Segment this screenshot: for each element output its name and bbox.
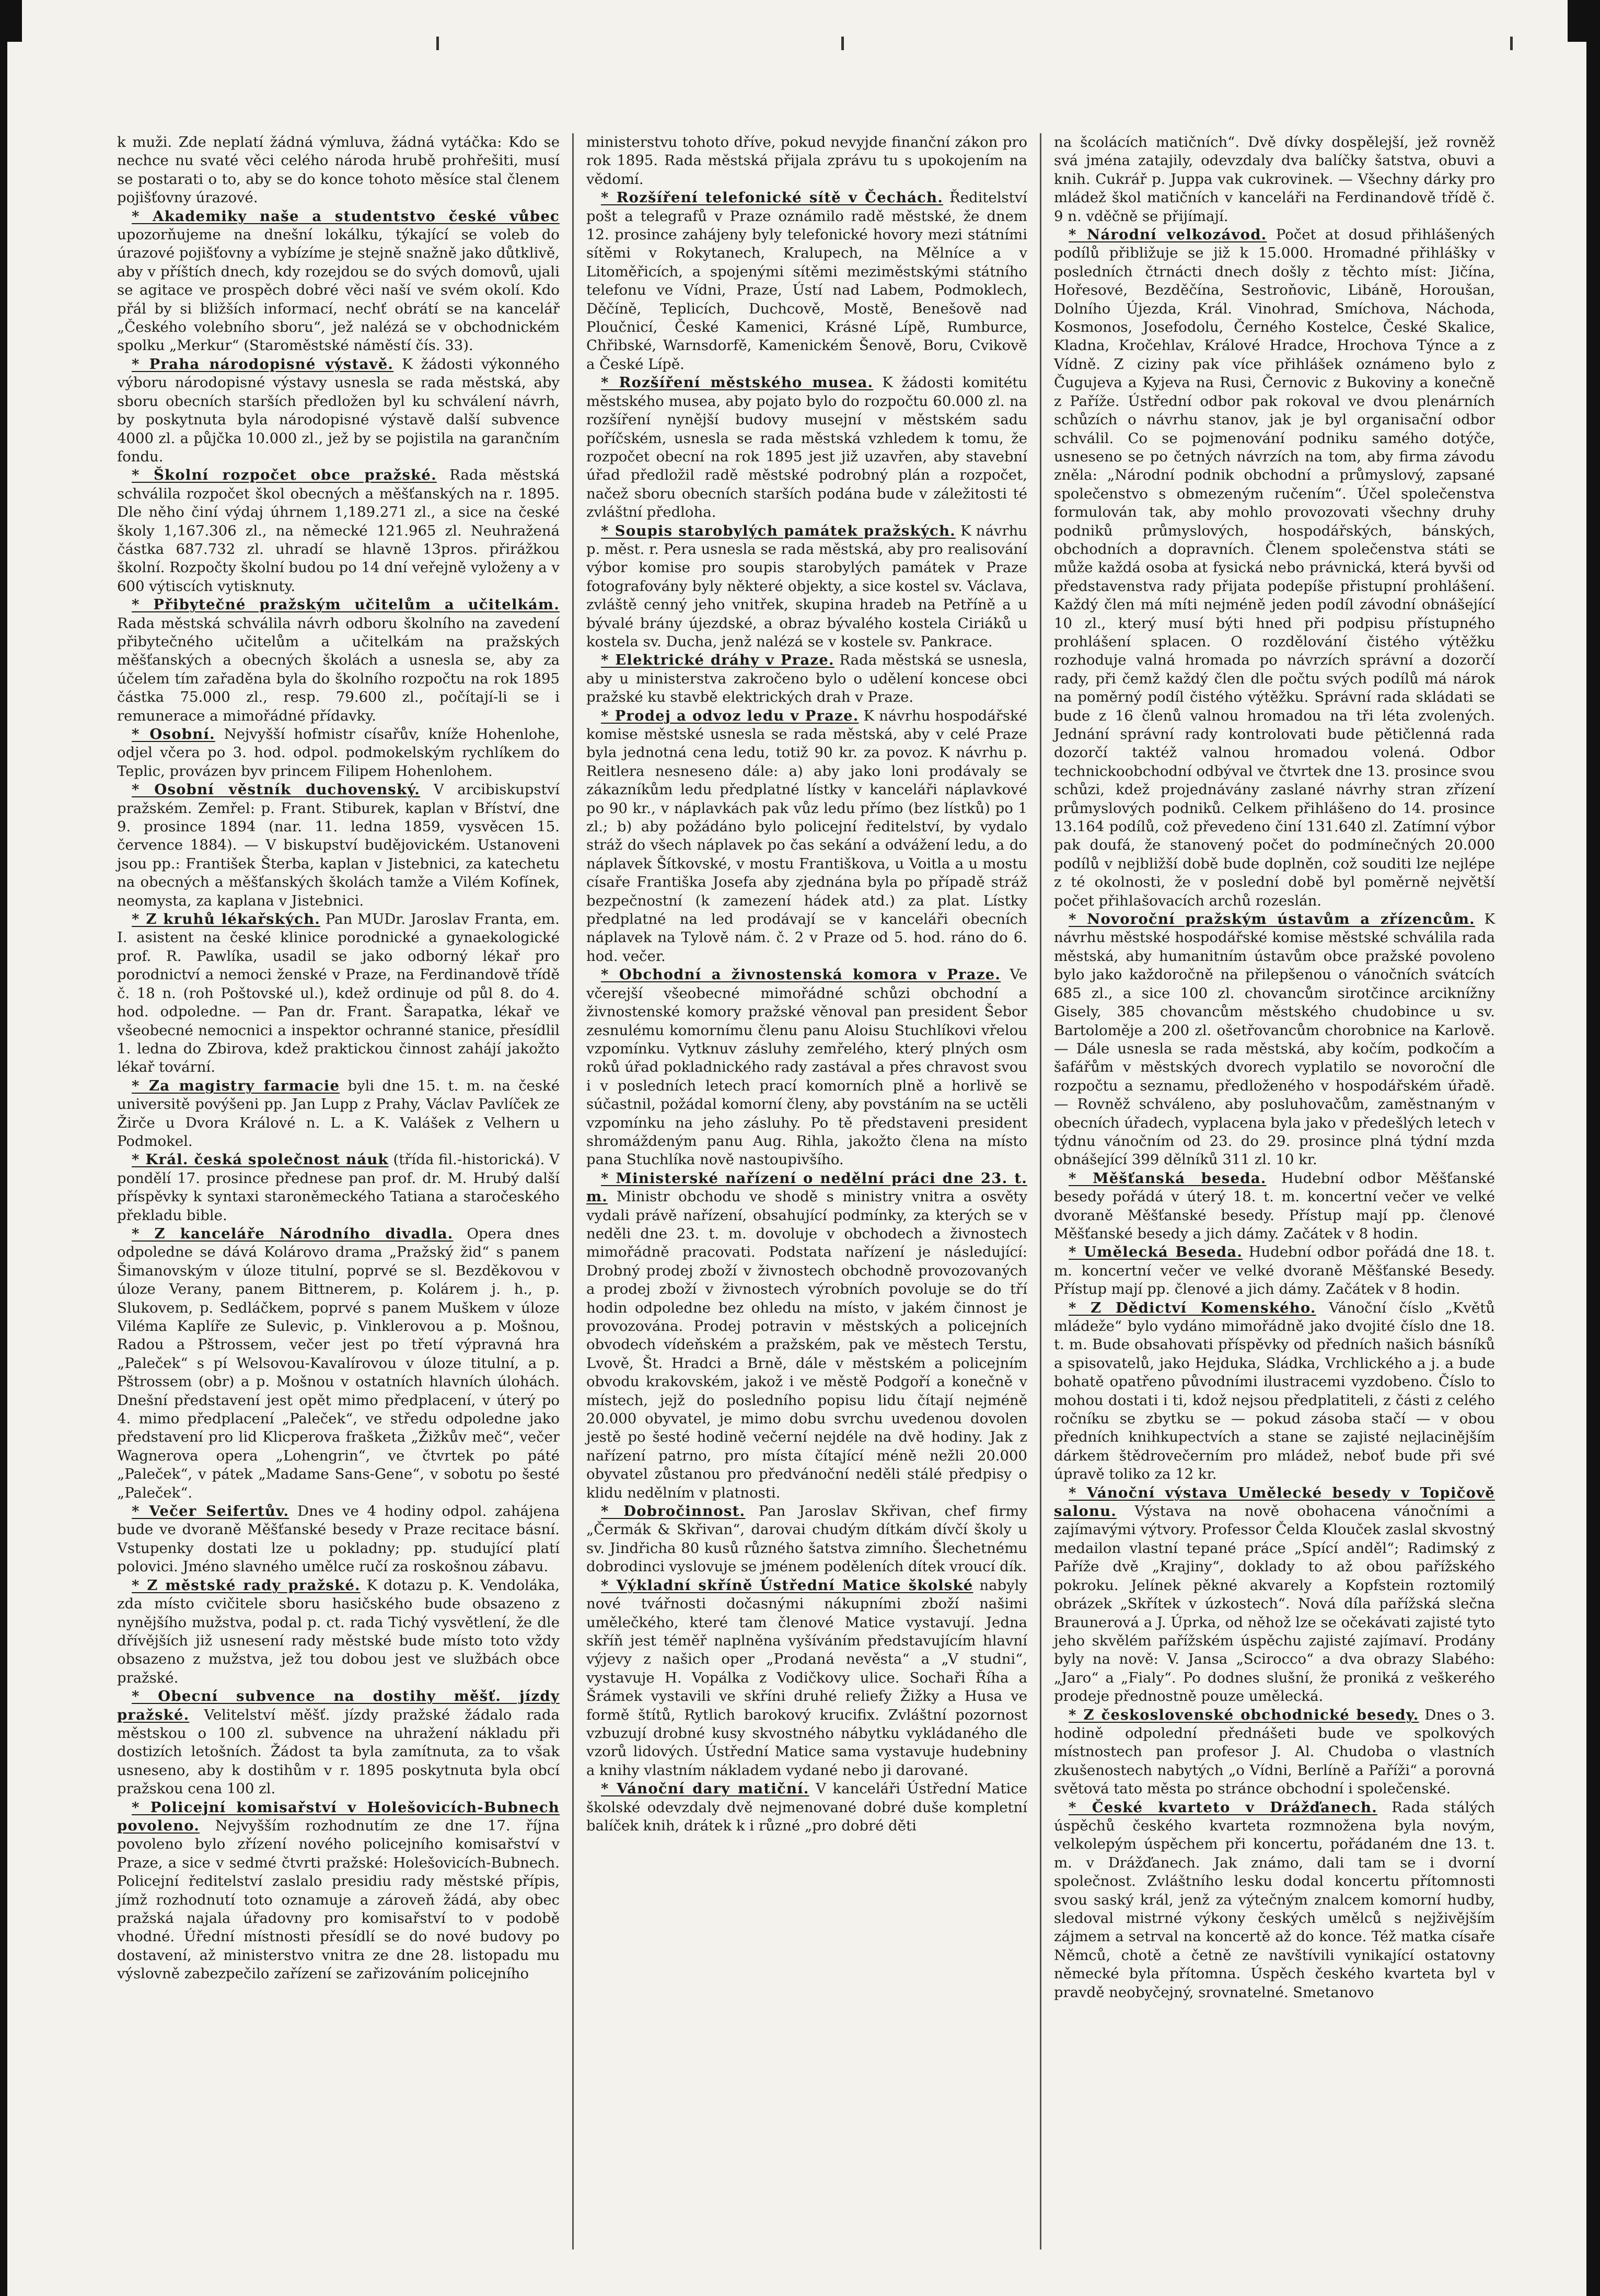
news-text: byli dne 15. t. m. na české universitě povýšeni pp. Jan Lupp z Prahy, Václav Pavlíček ze Žirče u Dvora Králové n. L. a K. Valášek z Velhern u Podmokel.: [117, 1077, 560, 1150]
news-text: Dnes ve 4 hodiny odpol. zahájena bude ve dvoraně Měšťanské besedy v Praze recitace básní. Vstupenky dostati lze u pokladny; pp. studující platí polovici. Jméno slavného umělce ručí za roskošnou zábavu.: [117, 1503, 560, 1575]
news-heading: * Vánoční výstava Umělecké besedy v Topičově salonu.: [1054, 1484, 1495, 1520]
news-paragraph: [117, 1576, 560, 1687]
news-heading: * Ministerské nařízení o nedělní práci dne 23. t. m.: [586, 1169, 1027, 1205]
news-paragraph: [586, 1576, 1027, 1780]
news-heading: * Výkladní skříně Ústřední Matice školské: [601, 1576, 973, 1594]
news-heading: * Z československé obchodnické besedy.: [1069, 1706, 1419, 1723]
news-paragraph: [586, 707, 1027, 966]
scan-edge-left: [0, 0, 7, 2296]
news-paragraph: [586, 522, 1027, 652]
news-text: Pan MUDr. Jaroslav Franta, em. I. asistent na české klinice porodnické a gynaekologické prof. R. Pawlíka, usadil se jako odborný lékař pro porodnictví a nemoci ženské v Praze, na Ferdinandově třídě č. 18 n. (roh Poštovské ul.), kdež ordinuje od půl 8. do 4. hod. odpoledne. — Pan dr. Frant. Šarapatka, lékař ve všeobecné nemocnici a inspektor ochranné stanice, přesídlil 1. ledna do Zbirova, kdež praktickou činnost zahájí jakožto lékař tovární.: [117, 911, 560, 1076]
news-paragraph: [117, 910, 560, 1077]
news-paragraph: [586, 1169, 1027, 1502]
news-paragraph: [117, 1687, 560, 1798]
news-text: na šcolácích matičních“. Dvě dívky dospělejší, jež rovněž svá jména zatajily, odevzdaly dva balíčky šatstva, obuvi a knih. Cukrář p. Juppa vak cukrovinek. — Všechny dárky pro mládež škol matičních v kanceláři na Ferdinandově třídě č. 9 n. vděčně se přijímají.: [1054, 134, 1495, 225]
news-text: upozorňujeme na dnešní lokálku, týkající se voleb do úrazové pojišťovny a vybízíme je stejně snažně jako důtklivě, aby v příštích dnech, kdy rozejdou se do svých domovů, ujali se agitace ve prospěch dobré věci naší ve svém okolí. Kdo přál by si bližších informací, nechť obrátí se na kancelář „Českého volebního sboru“, jež nalézá se v obchodnickém spolku „Merkur“ (Staroměstské náměstí čís. 33).: [117, 226, 560, 354]
news-paragraph: [117, 1151, 560, 1225]
news-heading: * Za magistry farmacie: [132, 1077, 340, 1094]
news-paragraph: [1054, 1484, 1495, 1706]
news-paragraph: [586, 133, 1027, 189]
news-paragraph: [117, 781, 560, 910]
news-paragraph: [586, 651, 1027, 706]
news-text: Výstava na nově obohacena vánočními a zajímavými výtvory. Professor Čelda Klouček zaslal skvostný medailon vlastní tepané práce „Spící anděl“; Radimský z Paříže dvě „Krajiny“, doklady to až obou pařížského pokroku. Jelínek pěkné akvarely a Kopfstein roztomilý obrázek „Skřítek v úzkostech“. Nová díla pařížská slečna Braunerová a J. Úprka, od něhož lze se očekávati zajisté tyto jeho skvělém pařížském úspěchu zajisté zajímaví. Prodány byly na nově: V. Jansa „Scirocco“ a dva obrazy Slabého: „Jaro“ a „Fialy“. Po dodnes slušní, že proniká z veškerého prodeje přednostně pouze umělecká.: [1054, 1503, 1495, 1705]
news-heading: * Obchodní a živnostenská komora v Praze.: [601, 966, 1001, 983]
news-paragraph: [117, 133, 560, 207]
news-paragraph: [586, 966, 1027, 1169]
news-text: Nejvyšším rozhodnutím ze dne 17. října povoleno bylo zřízení nového policejního komisařství v Praze, a sice v sedmé čtvrti pražské: Holešovicích-Bubnech. Policejní ředitelství zaslalo presidiu rady městské přípis, jímž rozhodnutí toto oznamuje a zároveň žádá, aby obec pražská najala úřadovny pro komisařství to v podobě vhodné. Úřední místnosti přesídlí se do nové budovy po dostavení, až ministerstvo vnitra ze dne 28. listopadu mu výslovně zabezpečilo zařízení se zařizováním policejního: [117, 1817, 560, 1982]
news-paragraph: [1054, 1299, 1495, 1484]
news-heading: * Vánoční dary matiční.: [601, 1780, 809, 1798]
news-text: Ve včerejší všeobecné mimořádné schůzi obchodní a živnostenské komory pražské věnoval pan president Šebor zesnulému komornímu členu panu Aloisu Stuchlíkovi vřelou vzpomínku. Vytknuv zásluhy zemřelého, který plných osm roků úřad pokladnického rady zastával a přes chravost svou i v posledních letech prací komorních plně a horlivě se súčastnil, požádal komorní členy, aby povstáním na se uctěli vzpomínku na jeho zásluhy. Po tě představeni president shromáždeným panu Aug. Rihla, jakožto člena na místo pana Stuchlíka nově nastoupivšího.: [586, 966, 1027, 1168]
news-heading: * Král. česká společnost náuk: [132, 1151, 389, 1168]
news-paragraph: [117, 355, 560, 466]
news-text: Hudební odbor pořádá dne 18. t. m. koncertní večer ve velké dvoraně Měšťanské Besedy. Přístup mají pp. členové a jich dámy. Začátek v 8 hodin.: [1054, 1244, 1495, 1298]
news-text: Rada městská schválila rozpočet škol obecných a měšťanských na r. 1895. Dle něho činí výdaj úhrnem 1,189.271 zl., a sice na české školy 1,167.306 zl., na německé 121.965 zl. Neuhražená částka 687.732 zl. uhradí se hlavně 13pros. přirážkou školní. Rozpočty školní budou po 14 dní veřejně vyloženy a v 600 výtiscích vytisknuty.: [117, 467, 560, 595]
news-paragraph: [1054, 910, 1495, 1169]
news-heading: * Přibytečné pražským učitelům a učitelkám.: [132, 596, 560, 613]
scan-corner-right: [1568, 0, 1586, 42]
news-paragraph: [586, 1780, 1027, 1835]
news-heading: * Elektrické dráhy v Praze.: [601, 652, 834, 669]
news-paragraph: [117, 466, 560, 596]
news-text: (třída fil.-historická). V pondělí 17. prosince přednese pan prof. dr. M. Hrubý další příspěvky k syntaxi staroněmeckého Tatiana a staročeského překladu bible.: [117, 1151, 560, 1224]
news-paragraph: [1054, 226, 1495, 910]
news-heading: * Z městské rady pražské.: [132, 1576, 361, 1594]
news-text: K návrhu hospodářské komise městské usnesla se rada městská, aby v celé Praze byla jednotná cena ledu, totiž 90 kr. za povoz. K návrhu p. Reitlera nesneseno dále: a) aby jako loni prodávaly se zákazníkům ledu předplatné lístky v kanceláři náplavkové po 90 kr., v náplavkách pak vůz ledu přímo (bez lístků) po 1 zl.; b) aby požádáno bylo policejní ředitelství, by vydalo stráž do všech náplavek po čas sekání a odvážení ledu, a do náplavek Šítkovské, v mostu Františkova, u Voitla a u mostu císaře Františka Josefa aby zjednána byla po případě stráž bezpečnostní (k zamezení hádek atd.) za plat. Lístky předplatné na led prodávají se v kanceláři obecních náplavek na Tylově nám. č. 2 v Praze od 5. hod. ráno do 6. hod. večer.: [586, 707, 1027, 965]
scan-mark: [1510, 37, 1513, 50]
news-heading: * Z kanceláře Národního divadla.: [132, 1225, 454, 1242]
news-paragraph: [586, 374, 1027, 521]
news-paragraph: [586, 189, 1027, 374]
news-paragraph: [117, 1225, 560, 1502]
news-text: Dnes o 3. hodině odpolední přednášeti bude ve spolkových místnostech pan profesor J. Al. Chudoba o vlastních zkušenostech nabytých „o Vídni, Berlíně a Paříži“ a porovná světová tato města po stránce obchodní i společenské.: [1054, 1706, 1495, 1798]
news-paragraph: [117, 1502, 560, 1576]
scan-mark: [436, 37, 439, 50]
news-text: Opera dnes odpoledne se dává Kolárovo drama „Pražský žid“ s panem Šimanovským v úloze titulní, poprvé se sl. Bezděkovou v úloze Verany, panem Bittnerem, p. Kolárem j. h., p. Slukovem, p. Sedláčkem, poprvé s panem Muškem v úloze Viléma Kaplíře ze Sulevic, p. Vinklerovou a p. Mošnou, Radou a Pštrossem, večer jest po třetí výpravná hra „Paleček“ s pí Welsovou-Kavalírovou v úloze titulní, a p. Pštrossem (obr) a p. Mošnou v ostatních hlavních úlohách. Dnešní představení jest opět mimo předplacení, v úterý po 4. mimo předplacení „Paleček“, ve středu odpoledne jako představení pro lid Klicperova frašketa „Žižkův meč“, večer Wagnerova opera „Lohengrin“, ve čtvrtek po páté „Paleček“, v pátek „Madame Sans-Gene“, v sobotu po šesté „Paleček“.: [117, 1225, 560, 1501]
news-text: Nejvyšší hofmistr císařův, kníže Hohenlohe, odjel včera po 3. hod. odpol. podmokelským rychlíkem do Teplic, provázen byv princem Filipem Hohenlohem.: [117, 726, 560, 780]
news-heading: * Osobní věstník duchovenský.: [132, 781, 421, 798]
news-heading: * Z kruhů lékařských.: [132, 911, 321, 928]
news-paragraph: [117, 725, 560, 781]
news-text: Hudební odbor Měšťanské besedy pořádá v úterý 18. t. m. koncertní večer ve velké dvoraně Měšťanské besedy. Přístup mají pp. členové Měšťanské besedy a jich dámy. Začátek v 8 hodin.: [1054, 1169, 1495, 1242]
news-text: K žádosti komitétu městského musea, aby pojato bylo do rozpočtu 60.000 zl. na rozšíření nynější budovy musejní v městském sadu poříčském, usnesla se rada městská vzhledem k tomu, že rozpočet obecní na rok 1895 jest již uzavřen, aby stavební úřad předložil radě městské podrobný plán a rozpočet, načež sboru obecních starších podána bude v záležitosti té zvláštní předloha.: [586, 374, 1027, 521]
news-heading: * Novoroční pražským ústavům a zřízencům.: [1069, 911, 1475, 928]
news-text: Rada městská schválila návrh odboru školního na zavedení přibytečného učitelům a učitelkám na pražských měšťanských a obecných školách a usnesla se, aby za účelem tím zařaděna byla do školního rozpočtu na rok 1895 částka 75.000 zl., resp. 79.600 zl., počítají-li se i remunerace a mimořádné přídavky.: [117, 614, 560, 724]
article-columns: [105, 133, 1508, 2249]
news-heading: * Školní rozpočet obce pražské.: [132, 467, 437, 484]
column-2: [572, 133, 1040, 2249]
news-heading: * Prodej a odvoz ledu v Praze.: [601, 707, 859, 724]
news-heading: * Měšťanská beseda.: [1069, 1169, 1267, 1187]
news-paragraph: [1054, 1243, 1495, 1298]
column-1: [105, 133, 572, 2249]
column-3: [1040, 133, 1508, 2249]
news-text: Ředitelství pošt a telegrafů v Praze oznámilo radě městské, že dnem 12. prosince zahájeny byly telefonické hovory mezi státními sítěmi v Rokytanech, Kralupech, na Mělníce a v Litoměřicích, a spojenými sítěmi meziměstskými státního telefonu ve Vídni, Praze, Ústí nad Labem, Podmoklech, Děčíně, Teplicích, Duchcově, Mostě, Benešově nad Ploučnicí, České Kamenici, Krásné Lípě, Rumburce, Chřibské, Warnsdorfě, Kamenickém Šenově, Boru, Cvikově a České Lípě.: [586, 189, 1027, 373]
news-heading: * Praha národopisné výstavě.: [132, 355, 394, 373]
news-paragraph: [117, 1077, 560, 1151]
news-text: Rada stálých úspěchů českého kvarteta rozmnožena byla novým, velkolepým úspěchem při koncertu, pořádaném dne 13. t. m. v Drážďanech. Jak známo, dali tam se i dvorní společnost. Zvláštního lesku dodal koncertu přítomnosti svou saský král, jenž za výtečným znalcem komorní hudby, sledoval mistrné výkony českých umělců s nejživějším zájmem a setrval na koncertě až do konce. Též matka císaře Němců, chotě a četně ze navštívili vynikající ostatovny německé byla přítomna. Úspěch českého kvarteta byl v pravdě neobyčejný, srovnatelné. Smetanovo: [1054, 1799, 1495, 2001]
news-text: K dotazu p. K. Vendoláka, zda místo cvičitele sboru hasičského bude obsazeno z nynějšího mužstva, podal p. ct. rada Tichý vysvětlení, že dle dřívějších již usnesení rady městské bude místo toto vždy obsazeno z mužstva, jež tou dobou jest ve službách obce pražské.: [117, 1576, 560, 1686]
news-heading: * Policejní komisařství v Holešovicích-Bubnech povoleno.: [117, 1799, 560, 1834]
news-text: V arcibiskupství pražském. Zemřel: p. Frant. Stiburek, kaplan v Bříství, dne 9. prosince 1894 (nar. 11. ledna 1859, vysvěcen 15. července 1884). — V biskupství budějovickém. Ustanoveni jsou pp.: František Šterba, kaplan v Jistebnici, za katechetu na obecných a měšťanských školách tamže a Vilém Kofínek, neomysta, za kaplana v Jistebnici.: [117, 781, 560, 909]
news-heading: * Rozšíření telefonické sítě v Čechách.: [601, 189, 943, 206]
news-heading: * České kvarteto v Drážďanech.: [1069, 1799, 1377, 1816]
news-heading: * Rozšíření městského musea.: [601, 374, 874, 391]
news-paragraph: [117, 1799, 560, 1984]
news-text: Rada městská se usnesla, aby u ministerstva zakročeno bylo o udělení koncese obci pražské ku stavbě elektrických drah v Praze.: [586, 652, 1027, 706]
news-text: Ministr obchodu ve shodě s ministry vnitra a osvěty vydali právě nařízení, obsahující podmínky, za kterých se v neděli dne 23. t. m. dovoluje v obchodech a živnostech mimořádně pracovati. Podstata nařízení je následující: Drobný prodej zboží v živnostech obchodně provozovaných a prodej zboží v živnostech výrobních povoluje se do tří hodin odpoledne bez ohledu na místo, v jakém činnost je provozována. Prodej potravin v městských a policejních obvodech vídeňském a pražském, pak ve městech Terstu, Lvově, Št. Hradci a Brně, dále v městském a policejním obvodu krakovském, jakož i ve městě Podgoří a konečně v místech, jejž do posledního popisu lidu čítají nejméně 20.000 obyvatel, je mimo dobu svrchu uvedenou dovolen jestě po šesté hodině večerní nejdéle na dvě hodiny. Jak z nařízení patrno, pro místa čítající méně nežli 20.000 obyvatel zůstanou pro předvánoční neděli stálé předpisy o klidu nedělním v platnosti.: [586, 1188, 1027, 1501]
news-text: Počet at dosud přihlášených podílů přibližuje se již k 15.000. Hromadné přihlášky v posledních čtrnácti dnech došly z těchto míst: Jičína, Hořesové, Bezděčína, Sestroňovic, Libáně, Horoušan, Dolního Újezda, Král. Vinohrad, Smíchova, Náchoda, Kosmonos, Josefodolu, Černého Kostelce, České Skalice, Kladna, Kročehlav, Králové Hradce, Hrochova Týnce a z Vídně. Z ciziny pak více přihlášek oznámeno bylo z Čugujeva a Kyjeva na Rusi, Černovic z Bukoviny a konečně z Paříže. Ústřední odbor pak rokoval ve dvou plenárních schůzích o návrhu stanov, jak je byl organisační odbor schválil. Co se pojmenování podniku samého dotýče, usneseno se po četných návrzích na tom, aby firma závodu zněla: „Národní podnik obchodní a průmyslový, zapsané společenstvo s obmezeným ručením“. Účel společenstva formulován tak, aby mohlo provozovati všechny druhy podniků průmyslových, hospodářských, bánských, obchodních a dopravních. Členem společenstva státi se může každá osoba at fysická nebo právnická, která byvši od představenstva rady přijata podepíše přistupní prohlášení. Každý člen má míti nejméně jeden podíl závodní obnášející 10 zl., který musí býti hned při podpisu přístupného prohlášení splacen. O rozdělování čistého výtěžku rozhoduje valná hromada po návrzích správní a dozorčí rady, při čemž každý člen dle počtu svých podílů má nárok na poměrný podíl čistého výtěžku. Správní rada skládati se bude z 16 členů valnou hromadou na tři léta zvolených. Jednání správní rady kontrolovati bude pětičlenná rada dozorčí taktéž valnou hromadou volená. Odbor technickoobchodní odbýval ve čtvrtek dne 13. prosince svou schůzi, kdež projednávány zaslané návrhy stran zřízení průmyslových podniků. Celkem přihlášeno do 14. prosince 13.164 podílů, což převedeno činí 131.640 zl. Zatímní výbor pak doufá, že stanovený počet do podmínečných 20.000 podílů v nejbližší době bude doplněn, což souditi lze nejlépe z té okolnosti, že v poslední době byl poměrně největší počet přihlašovacích archů rozeslán.: [1054, 226, 1495, 909]
news-text: Velitelství měšť. jízdy pražské žádalo rada městskou o 100 zl. subvence na uhražení nákladu při dostizích letošních. Žádost ta byla zamítnuta, za to však usneseno, aby k dostihům v r. 1895 poskytnuta byla obcí pražskou cena 100 zl.: [117, 1706, 560, 1798]
news-text: Vánoční číslo „Květů mládeže“ bylo vydáno mimořádně jako dvojité číslo dne 18. t. m. Bude obsahovati příspěvky od předních našich básníků a spisovatelů, jako Hejduka, Sládka, Vrchlického a j. a bude bohatě opatřeno původními ilustracemi vyzdobeno. Číslo to mohou dostati i ti, kdož nejsou předplatiteli, z části z celého ročníku se zbytku se — pokud zásoba stačí — v obou předních knihkupectvích a stane se zajisté nejlacinějším dárkem štědrovečerním pro mládež, neboť bude při své úpravě toliko za 12 kr.: [1054, 1299, 1495, 1483]
scan-mark: [841, 37, 844, 50]
news-paragraph: [117, 207, 560, 355]
scan-edge-right: [1586, 0, 1600, 2296]
news-paragraph: [1054, 1169, 1495, 1244]
news-heading: * Obecní subvence na dostihy měšť. jízdy pražské.: [117, 1688, 560, 1723]
news-paragraph: [1054, 1706, 1495, 1799]
news-heading: * Z Dědictví Komenského.: [1069, 1299, 1316, 1316]
news-heading: * Večer Seifertův.: [132, 1503, 289, 1520]
news-text: k muži. Zde neplatí žádná výmluva, žádná vytáčka: Kdo se nechce nu svaté věci celého národa hrubě prohřešiti, musí se postarati o to, aby se do konce tohoto měsíce stal členem pojišťovny úrazové.: [117, 134, 560, 206]
news-heading: * Dobročinnost.: [601, 1503, 746, 1520]
news-paragraph: [1054, 1799, 1495, 2002]
news-paragraph: [117, 596, 560, 725]
news-text: K návrhu p. měst. r. Pera usnesla se rada městská, aby pro realisování výbor komise pro soupis starobylých památek v Praze fotografovány byly některé objekty, a sice kostel sv. Václava, zvláště cenný jeho vnitřek, skupina hradeb na Petříně a u bývalé brány újezdské, a obraz bývalého kostela Ciriáků u kostela sv. Ducha, jenž nalézá se v kostele sv. Pankrace.: [586, 522, 1028, 650]
news-paragraph: [586, 1502, 1027, 1576]
news-text: K žádosti výkonného výboru národopisné výstavy usnesla se rada městská, aby sboru obecních starších předložen byl ku schválení návrh, by poskytnuta byla národopisné výstavě další subvence 4000 zl. a půjčka 10.000 zl., jež by se pojistila na garančním fondu.: [117, 355, 560, 465]
news-heading: * Osobní.: [132, 726, 215, 743]
news-heading: * Umělecká Beseda.: [1069, 1244, 1243, 1261]
news-text: ministerstvu tohoto dříve, pokud nevyjde finanční zákon pro rok 1895. Rada městská přijala zprávu tu s upokojením na vědomí.: [586, 134, 1027, 188]
news-text: V kanceláři Ústřední Matice školské odevzdaly dvě nejmenované dobré duše kompletní balíček knih, drátek k i různé „pro dobré děti: [586, 1780, 1028, 1834]
scan-corner-left: [7, 0, 22, 42]
news-text: Pan Jaroslav Skřivan, chef firmy „Čermák & Skřivan“, darovai chudým dítkám dívčí školy u sv. Jindřicha 80 kusů různého šatstva zimního. Šlechetnému dobrodinci vyslovuje se jménem poděleních dítek vroucí dík.: [586, 1503, 1027, 1575]
news-heading: * Akademiky naše a studentstvo české vůbec: [132, 207, 560, 225]
news-heading: * Soupis starobylých památek pražských.: [601, 522, 956, 539]
news-text: K návrhu městské hospodářské komise městské schválila rada městská, aby humanitním ústavům obce pražské povoleno bylo jako každoročně na přilepšenou o vánočních svátcích 685 zl., a sice 100 zl. chovancům sirotčince arciknížny Gisely, 385 chovancům městského chudobince u sv. Bartoloměje a 200 zl. ošetřovancům chorobnice na Karlově. — Dále usnesla se rada městská, aby kočím, podkočím a šafářům v městských dvorech vyplatilo se novoroční dle rozpočtu a seznamu, předloženého v hospodářském úřadě. — Rovněž schváleno, aby posluhovačům, zaměstnaným v obecních úřadech, vyplacena byla jako v předešlých letech v týdnu vánočním od 23. do 29. prosince plná týdní mzda obnášející 399 dělníků 311 zl. 10 kr.: [1054, 911, 1495, 1168]
news-heading: * Národní velkozávod.: [1069, 226, 1267, 243]
news-paragraph: [1054, 133, 1495, 226]
news-text: nabyly nové tvářnosti dočasnými nákupními zboží našimi umělečkého, které tam členové Matice vystavují. Jedna skříň jest téměř naplněna vyšíváním představujícím hlavní výjevy z našich oper „Prodaná nevěsta“ a „V studni“, vystavuje H. Vopálka z Vodičkovy ulice. Sochaři Říha a Šrámek vystavili ve skříni druhé reliefy Žižky a Husa ve formě štítů, Rytlich barokový krucifix. Zvláštní pozornost vzbuzují drobné kusy skvostného nábytku vykládaného dle vzorů lidových. Ústřední Matice sama vystavuje hudebniny a knihy vlastním nákladem vydané nebo ji darované.: [586, 1576, 1027, 1779]
